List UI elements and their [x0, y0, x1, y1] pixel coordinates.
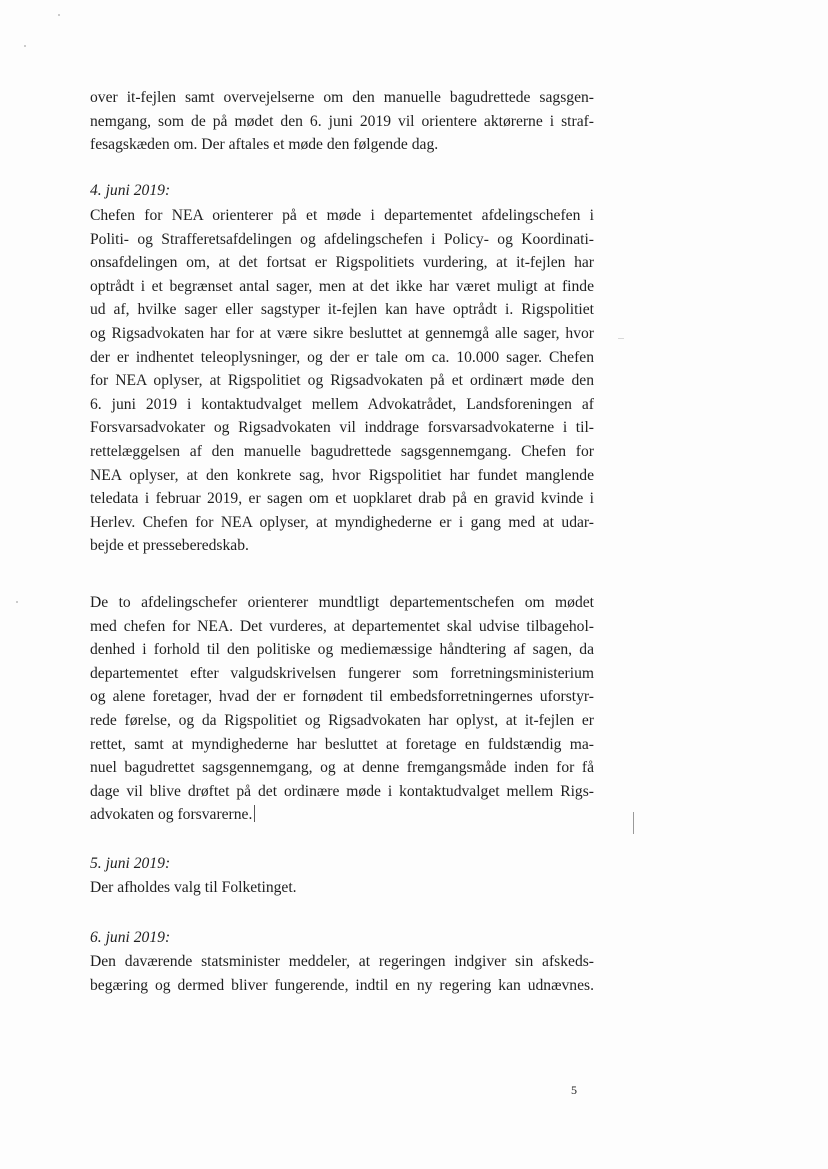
intro-paragraph	[90, 86, 594, 157]
text-line: 6. juni 2019 i kontaktudvalget mellem Advokatrådet, Landsforeningen af	[90, 395, 594, 413]
text-line-content: advokaten og forsvarerne.	[90, 806, 253, 824]
text-line: Den daværende statsminister meddeler, at regeringen indgiver sin afskeds-	[90, 953, 594, 970]
text-line: rettet, samt at myndighederne har besluttet at foretage en fuldstændig ma-	[90, 735, 594, 753]
text-line: Der afholdes valg til Folketinget.	[90, 879, 297, 896]
department-heads-paragraph	[90, 591, 594, 827]
text-line: bejde et presseberedskab.	[90, 537, 249, 555]
margin-mark	[633, 812, 634, 834]
scan-speck	[58, 14, 60, 16]
text-line: der er indhentet teleoplysninger, og der er tale om ca. 10.000 sager. Chefen	[90, 348, 594, 366]
text-line: Herlev. Chefen for NEA oplyser, at myndighederne er i gang med at udar-	[90, 513, 594, 531]
entry-date-june-4: 4. juni 2019:	[90, 182, 171, 199]
entry-june-4-paragraph	[90, 204, 594, 558]
text-line: ud af, hvilke sager eller sagstyper it-fejlen kan have optrådt i. Rigspolitiet	[90, 301, 594, 319]
text-line: denhed i forhold til den politiske og mediemæssige håndtering af sagen, da	[90, 641, 594, 659]
text-line: Chefen for NEA orienterer på et møde i departementet afdelingschefen i	[90, 207, 594, 224]
text-line: med chefen for NEA. Det vurderes, at departementet skal udvise tilbagehol-	[90, 617, 594, 635]
scan-speck	[24, 45, 26, 47]
text-line: nemgang, som de på mødet den 6. juni 2019 vil orientere aktørerne i straf-	[90, 112, 594, 130]
text-line: for NEA oplyser, at Rigspolitiet og Rigsadvokaten på et ordinært møde den	[90, 372, 594, 390]
text-line: optrådt i et begrænset antal sager, men at det ikke har været muligt at finde	[90, 277, 594, 295]
text-line: og Rigsadvokaten har for at være sikre besluttet at gennemgå alle sager, hvor	[90, 324, 594, 342]
text-line: departementet efter valgudskrivelsen fungerer som forretningsministerium	[90, 664, 594, 682]
text-line: Forsvarsadvokater og Rigsadvokaten vil inddrage forsvarsadvokaterne i til-	[90, 419, 594, 437]
text-line: teledata i februar 2019, er sagen om et uopklaret drab på en gravid kvinde i	[90, 490, 594, 508]
page-number: 5	[571, 1083, 577, 1097]
text-line: rede førelse, og da Rigspolitiet og Rigsadvokaten har oplyst, at it-fejlen er	[90, 711, 594, 729]
text-line: begæring og dermed bliver fungerende, indtil en ny regering kan udnævnes.	[90, 976, 594, 994]
entry-june-6-paragraph	[90, 950, 594, 997]
text-line: nuel bagudrettet sagsgennemgang, og at denne fremgangsmåde inden for få	[90, 759, 594, 777]
text-cursor-mark	[254, 805, 255, 822]
text-line: Politi- og Strafferetsafdelingen og afdelingschefen i Policy- og Koordinati-	[90, 230, 594, 248]
entry-june-5-paragraph	[90, 876, 594, 900]
text-line: rettelæggelsen af den manuelle bagudrettede sagsgennemgang. Chefen for	[90, 442, 594, 460]
entry-date-june-6: 6. juni 2019:	[90, 929, 171, 946]
text-line: onsafdelingen om, at det fortsat er Rigspolitiets vurdering, at it-fejlen har	[90, 254, 594, 272]
text-line: NEA oplyser, at den konkrete sag, hvor Rigspolitiet har fundet manglende	[90, 466, 594, 484]
scan-speck	[618, 338, 624, 339]
text-line: og alene foretager, hvad der er fornødent til embedsforretningernes uforstyr-	[90, 688, 594, 706]
text-line: over it-fejlen samt overvejelserne om den manuelle bagudrettede sagsgen-	[90, 89, 594, 106]
text-line: dage vil blive drøftet på det ordinære møde i kontaktudvalget mellem Rigs-	[90, 782, 594, 800]
entry-date-june-5: 5. juni 2019:	[90, 855, 171, 872]
text-line: fesagskæden om. Der aftales et møde den følgende dag.	[90, 136, 439, 154]
text-line: De to afdelingschefer orienterer mundtligt departementschefen om mødet	[90, 594, 594, 611]
scan-speck	[16, 601, 18, 603]
text-line	[90, 803, 594, 827]
